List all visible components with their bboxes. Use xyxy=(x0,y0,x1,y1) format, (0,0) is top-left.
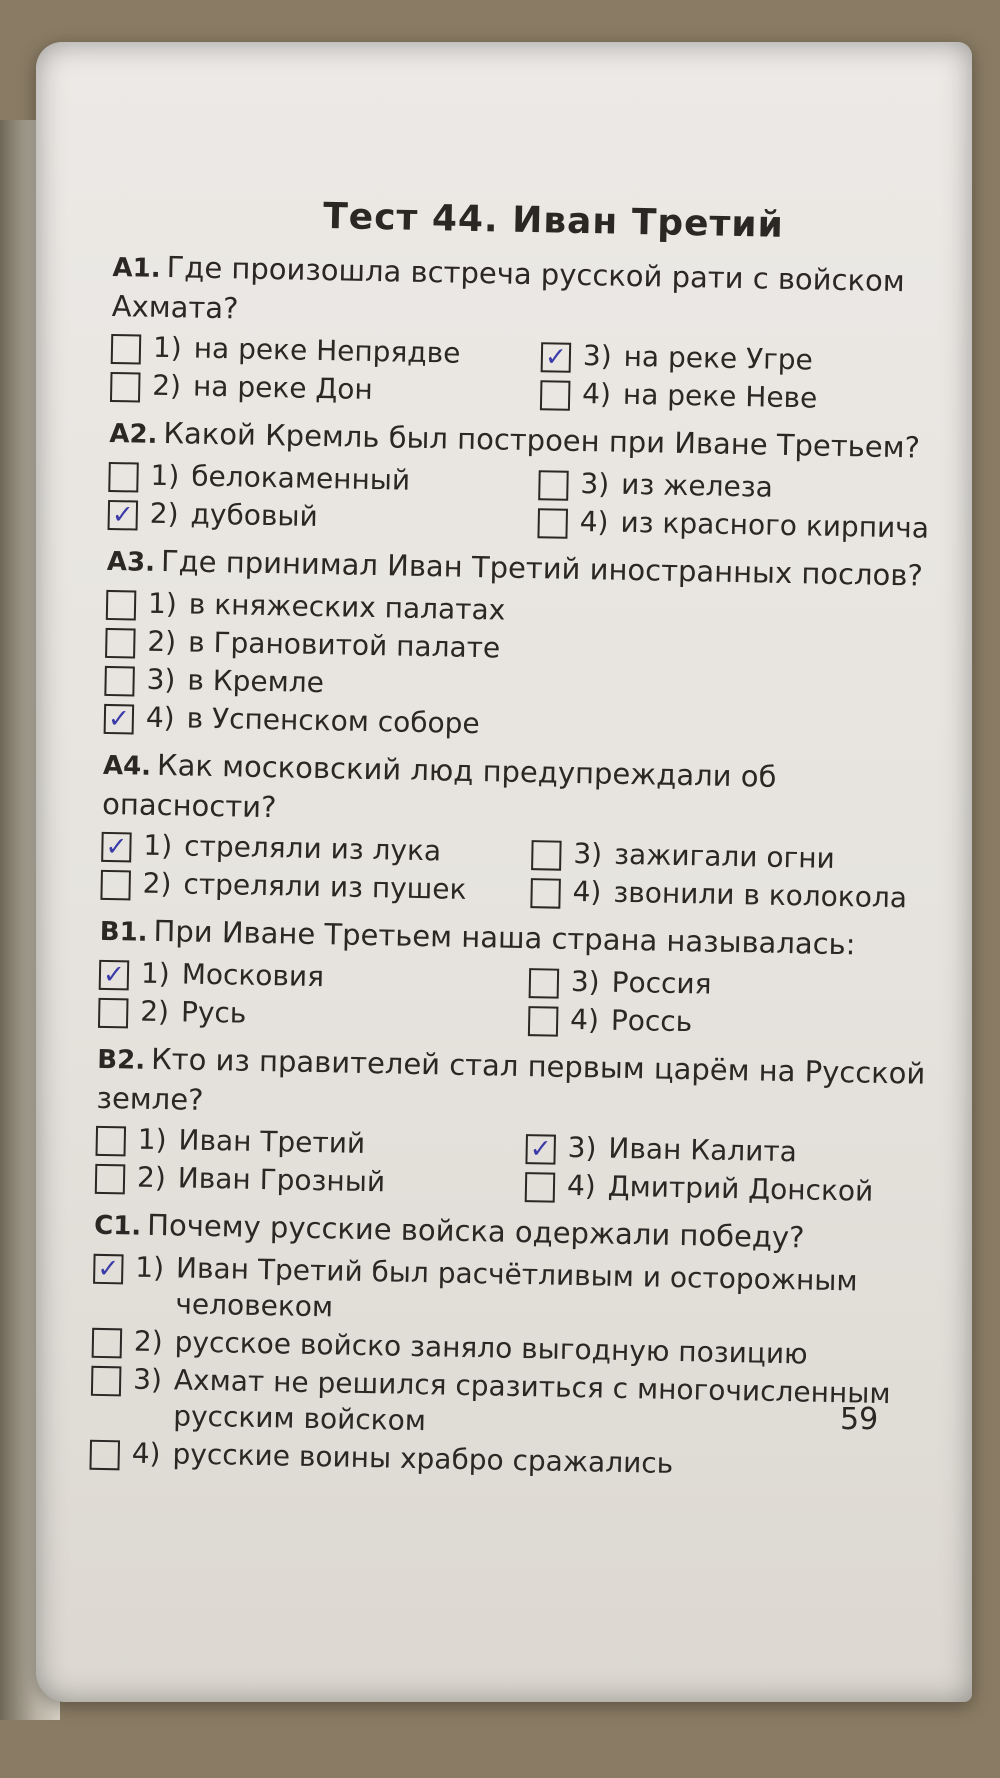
answer-option[interactable] xyxy=(530,873,941,917)
option-label: Дмитрий Донской xyxy=(607,1169,874,1208)
option-label: Иван Калита xyxy=(608,1131,798,1169)
option-number: 2) xyxy=(151,368,182,403)
option-label: Россь xyxy=(610,1003,693,1039)
question-code: С1. xyxy=(93,1210,142,1242)
option-label: Русь xyxy=(180,995,247,1030)
answer-checkbox[interactable] xyxy=(104,704,135,735)
answer-option[interactable] xyxy=(538,465,949,509)
option-label: русские воины храбро сражались xyxy=(172,1437,674,1480)
answer-options xyxy=(95,1121,936,1211)
question-4 xyxy=(100,745,943,917)
question-text xyxy=(102,745,943,839)
question-text xyxy=(96,1039,937,1133)
option-label: русское войско заняло выгодную позицию xyxy=(174,1325,808,1371)
test-sheet xyxy=(89,192,954,1497)
option-label: на реке Непрядве xyxy=(193,331,461,370)
option-label: Россия xyxy=(611,965,712,1001)
option-number: 4) xyxy=(131,1436,161,1471)
option-number: 4) xyxy=(579,505,609,539)
option-number: 2) xyxy=(149,496,179,531)
option-label: Московия xyxy=(181,957,325,994)
option-label: Ахмат не решился сразиться с многочисленным русским войском xyxy=(172,1363,891,1438)
answer-options xyxy=(100,827,941,917)
option-label: в Грановитой палате xyxy=(187,625,501,665)
answer-option[interactable] xyxy=(101,827,532,871)
question-body: Какой Кремль был построен при Иване Третьем? xyxy=(163,415,921,465)
question-code: А2. xyxy=(109,418,158,450)
option-number: 1) xyxy=(135,1250,165,1285)
checkmark-icon: ✓ xyxy=(102,959,126,991)
option-number: 3) xyxy=(567,1130,597,1165)
question-text xyxy=(111,247,952,341)
answer-checkbox[interactable] xyxy=(98,998,129,1029)
answer-option[interactable] xyxy=(95,1121,526,1165)
question-code: А1. xyxy=(112,252,161,284)
answer-checkbox[interactable] xyxy=(95,1126,126,1157)
answer-option[interactable] xyxy=(528,1001,939,1045)
option-number: 3) xyxy=(132,1362,163,1397)
answer-checkbox[interactable] xyxy=(99,960,130,991)
answer-checkbox[interactable] xyxy=(100,870,131,901)
answer-options xyxy=(98,955,939,1045)
option-label: в Кремле xyxy=(187,663,325,700)
answer-option[interactable] xyxy=(110,367,541,411)
question-2 xyxy=(107,413,949,547)
option-number: 4) xyxy=(145,700,175,735)
option-label: в Успенском соборе xyxy=(186,701,481,741)
question-body: Где принимал Иван Третий иностранных послов? xyxy=(160,543,924,593)
option-label: в княжеских палатах xyxy=(188,587,506,627)
answer-checkbox[interactable] xyxy=(108,500,139,531)
option-number: 2) xyxy=(133,1324,164,1359)
answer-checkbox[interactable] xyxy=(105,628,136,659)
answer-checkbox[interactable] xyxy=(529,968,560,999)
workbook-page xyxy=(36,42,972,1702)
question-list xyxy=(89,247,952,1487)
answer-checkbox[interactable] xyxy=(540,380,571,411)
checkmark-icon: ✓ xyxy=(544,342,568,373)
answer-checkbox[interactable] xyxy=(93,1254,124,1285)
answer-checkbox[interactable] xyxy=(538,470,569,501)
answer-option[interactable] xyxy=(90,1361,931,1449)
answer-option[interactable] xyxy=(525,1167,936,1211)
answer-checkbox[interactable] xyxy=(106,590,137,621)
answer-checkbox[interactable] xyxy=(531,840,562,871)
answer-options xyxy=(107,457,948,547)
checkmark-icon: ✓ xyxy=(97,1253,120,1285)
answer-checkbox[interactable] xyxy=(91,1366,122,1397)
option-label: стреляли из пушек xyxy=(183,867,467,906)
page-number: 59 xyxy=(840,1402,879,1437)
answer-checkbox[interactable] xyxy=(530,878,561,909)
option-label: стреляли из лука xyxy=(183,829,442,868)
question-code: А3. xyxy=(106,546,156,578)
option-label: на реке Дон xyxy=(192,369,374,407)
question-body: При Иване Третьем наша страна называлась: xyxy=(153,913,856,962)
question-5 xyxy=(98,911,940,1045)
answer-checkbox[interactable] xyxy=(101,832,132,863)
answer-options xyxy=(89,1249,933,1487)
answer-checkbox[interactable] xyxy=(104,666,135,697)
answer-checkbox[interactable] xyxy=(525,1134,556,1165)
answer-option[interactable] xyxy=(98,993,529,1037)
checkmark-icon: ✓ xyxy=(529,1134,552,1165)
question-7 xyxy=(89,1205,934,1487)
answer-option[interactable] xyxy=(541,337,952,381)
option-number: 1) xyxy=(147,586,178,621)
option-label: из красного кирпича xyxy=(620,505,930,545)
option-label: зажигали огни xyxy=(613,837,836,875)
option-number: 2) xyxy=(136,1160,167,1195)
question-code: В1. xyxy=(99,916,148,948)
answer-option[interactable] xyxy=(92,1249,933,1337)
answer-option[interactable] xyxy=(100,865,531,909)
answer-option[interactable] xyxy=(108,457,539,501)
answer-checkbox[interactable] xyxy=(525,1172,556,1203)
answer-checkbox[interactable] xyxy=(537,508,568,539)
answer-checkbox[interactable] xyxy=(110,372,141,403)
option-number: 4) xyxy=(572,874,602,909)
option-number: 1) xyxy=(150,458,180,493)
question-body: Почему русские войска одержали победу? xyxy=(146,1207,805,1255)
question-3 xyxy=(104,541,948,751)
checkmark-icon: ✓ xyxy=(111,500,134,531)
checkmark-icon: ✓ xyxy=(107,703,131,735)
option-label: на реке Неве xyxy=(622,377,818,415)
answer-checkbox[interactable] xyxy=(528,1006,559,1037)
option-label: звонили в колокола xyxy=(613,875,908,915)
answer-option[interactable] xyxy=(531,835,942,879)
answer-checkbox[interactable] xyxy=(111,334,142,365)
answer-option[interactable] xyxy=(107,495,538,539)
answer-option[interactable] xyxy=(529,963,940,1007)
question-body: Где произошла встреча русской рати с войском Ахмата? xyxy=(111,250,905,326)
answer-option[interactable] xyxy=(111,329,542,373)
page-title: Тест 44. Иван Третий xyxy=(322,196,785,246)
answer-checkbox[interactable] xyxy=(89,1440,120,1471)
option-number: 1) xyxy=(140,956,171,991)
option-number: 2) xyxy=(142,866,172,901)
answer-checkbox[interactable] xyxy=(92,1328,123,1359)
option-number: 3) xyxy=(580,467,610,501)
answer-checkbox[interactable] xyxy=(108,462,139,493)
option-label: Иван Третий xyxy=(178,1123,366,1160)
option-number: 4) xyxy=(569,1002,600,1037)
question-6 xyxy=(95,1039,938,1211)
option-number: 3) xyxy=(570,964,600,999)
option-number: 3) xyxy=(582,339,613,373)
option-number: 2) xyxy=(147,624,177,659)
option-label: на реке Угре xyxy=(623,339,814,377)
answer-option[interactable] xyxy=(537,503,948,547)
checkmark-icon: ✓ xyxy=(105,831,128,863)
answer-option[interactable] xyxy=(540,375,951,419)
option-number: 3) xyxy=(146,662,176,697)
option-number: 1) xyxy=(137,1122,167,1157)
option-number: 3) xyxy=(573,836,603,871)
option-number: 1) xyxy=(152,330,183,365)
option-label: Иван Грозный xyxy=(177,1161,386,1199)
option-label: дубовый xyxy=(190,497,319,533)
answer-options xyxy=(104,585,947,751)
option-number: 4) xyxy=(581,377,612,411)
option-label: белокаменный xyxy=(190,459,411,497)
question-body: Кто из правителей стал первым царём на Русской земле? xyxy=(96,1041,926,1117)
answer-options xyxy=(110,329,951,419)
option-number: 2) xyxy=(139,994,170,1029)
answer-option[interactable] xyxy=(99,955,530,999)
answer-option[interactable] xyxy=(95,1159,526,1203)
question-code: В2. xyxy=(97,1044,146,1076)
answer-checkbox[interactable] xyxy=(95,1164,126,1195)
option-label: Иван Третий был расчётливым и осторожным человеком xyxy=(175,1251,858,1324)
answer-checkbox[interactable] xyxy=(541,342,572,373)
question-1 xyxy=(110,247,953,419)
question-code: А4. xyxy=(102,750,152,782)
option-number: 1) xyxy=(143,828,173,863)
option-label: из железа xyxy=(620,467,774,504)
answer-option[interactable] xyxy=(525,1129,936,1173)
option-number: 4) xyxy=(566,1168,597,1203)
question-body: Как московский люд предупреждали об опасности? xyxy=(101,747,777,825)
